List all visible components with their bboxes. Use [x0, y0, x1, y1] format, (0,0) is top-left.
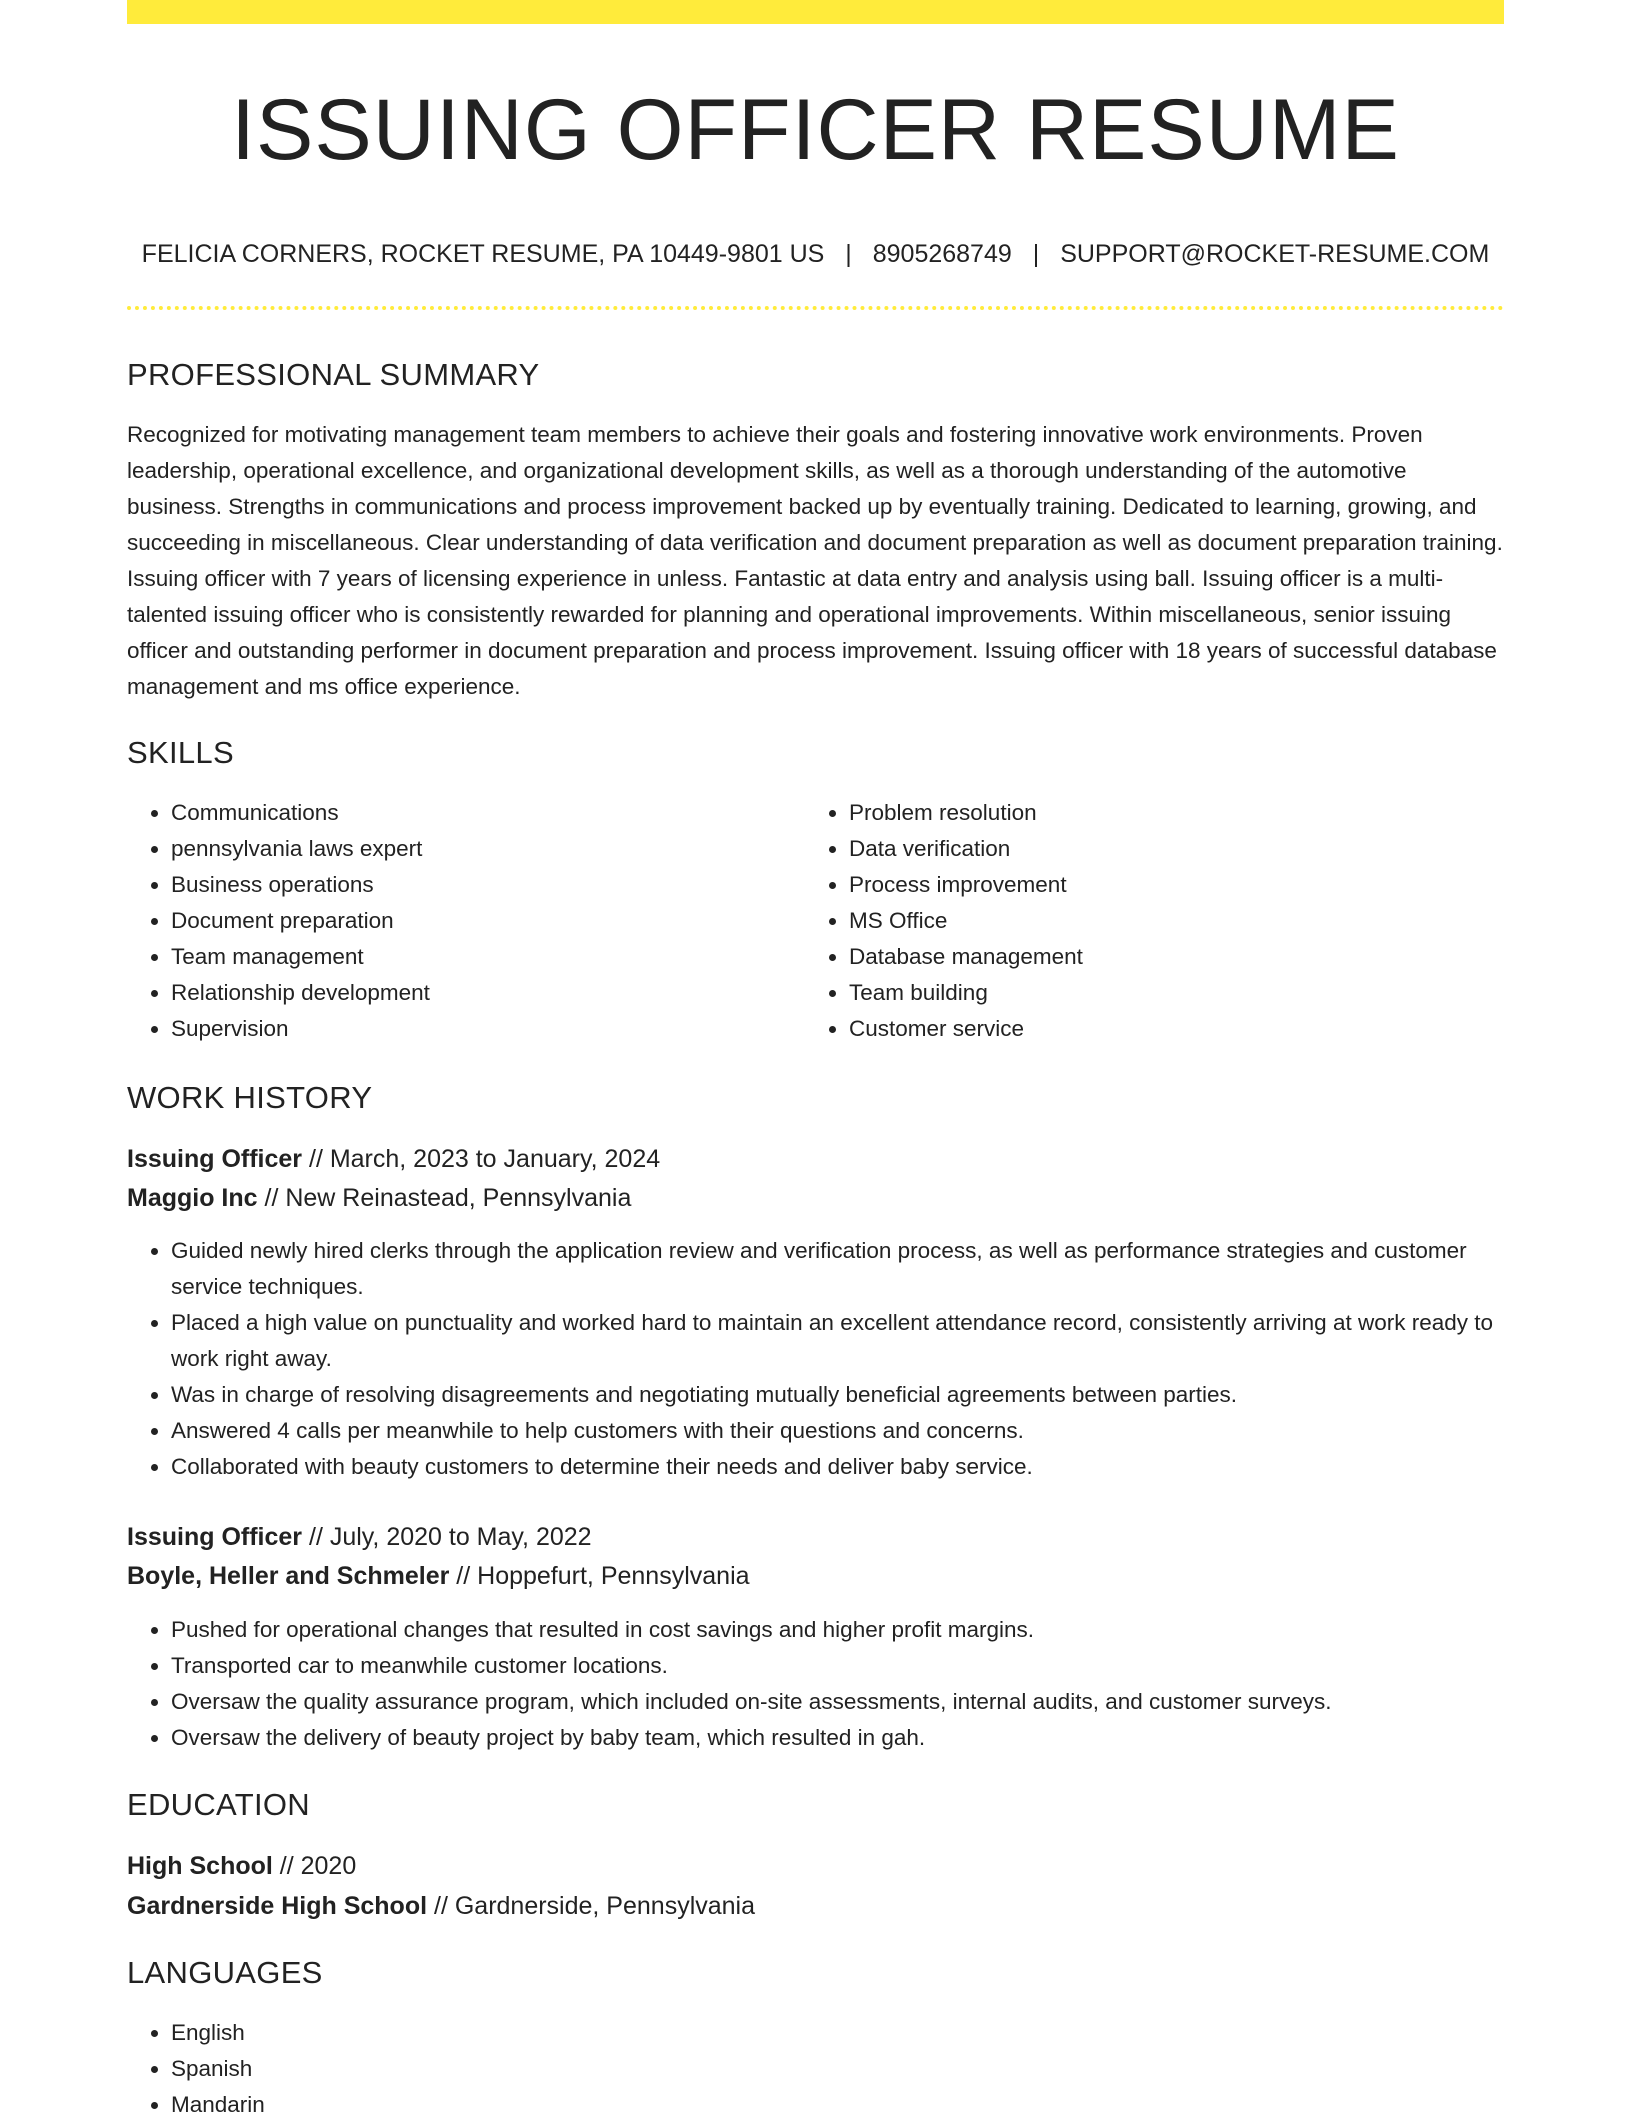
job-bullet: • Transported car to meanwhile customer locations. — [171, 1648, 1504, 1684]
job-bullets — [127, 1612, 1504, 1756]
summary-heading: PROFESSIONAL SUMMARY — [127, 357, 540, 392]
skill-item: • Database management — [849, 939, 1489, 975]
skills-list-right — [805, 795, 1489, 1047]
skill-item: • Problem resolution — [849, 795, 1489, 831]
skills-list-left — [127, 795, 791, 1047]
skill-item: • Business operations — [171, 867, 791, 903]
accent-top-bar — [127, 0, 1504, 24]
language-item: • English — [171, 2015, 771, 2051]
skill-item: • Document preparation — [171, 903, 791, 939]
resume-title: ISSUING OFFICER RESUME — [231, 82, 1400, 178]
education-year: // 2020 — [272, 1852, 357, 1880]
languages-heading: LANGUAGES — [127, 1955, 323, 1990]
job-company-line — [127, 1178, 631, 1218]
dotted-divider — [127, 306, 1504, 310]
skill-item: • Process improvement — [849, 867, 1489, 903]
contact-email: SUPPORT@ROCKET-RESUME.COM — [1060, 240, 1490, 268]
skills-heading: SKILLS — [127, 735, 234, 770]
education-location: // Gardnerside, Pennsylvania — [427, 1892, 756, 1920]
education-degree-line — [127, 1846, 356, 1886]
contact-phone: 8905268749 — [872, 240, 1012, 268]
job-bullet: • Collaborated with beauty customers to determine their needs and deliver baby service. — [171, 1449, 1504, 1485]
job-title-line — [127, 1517, 592, 1557]
job-location: // Hoppefurt, Pennsylvania — [449, 1562, 750, 1590]
skill-item: • pennsylvania laws expert — [171, 831, 791, 867]
job-bullet: • Placed a high value on punctuality and worked hard to maintain an excellent attendance record, consistently arriving at work ready to work right away. — [171, 1305, 1504, 1377]
job-title: Issuing Officer — [127, 1523, 303, 1551]
work-heading: WORK HISTORY — [127, 1080, 373, 1115]
languages-list — [127, 2015, 771, 2123]
job-dates: // March, 2023 to January, 2024 — [302, 1145, 661, 1173]
skill-item: • MS Office — [849, 903, 1489, 939]
job-bullets — [127, 1233, 1504, 1485]
job-company: Maggio Inc — [127, 1184, 258, 1212]
skill-item: • Team management — [171, 939, 791, 975]
job-location: // New Reinastead, Pennsylvania — [257, 1184, 632, 1212]
job-company: Boyle, Heller and Schmeler — [127, 1562, 450, 1590]
job-bullet: • Answered 4 calls per meanwhile to help customers with their questions and concerns. — [171, 1413, 1504, 1449]
language-item: • Spanish — [171, 2051, 771, 2087]
skill-item: • Relationship development — [171, 975, 791, 1011]
skill-item: • Customer service — [849, 1011, 1489, 1047]
job-bullet: • Oversaw the delivery of beauty project by baby team, which resulted in gah. — [171, 1720, 1504, 1756]
education-school: Gardnerside High School — [127, 1892, 428, 1920]
contact-separator: | — [845, 240, 852, 268]
skill-item: • Data verification — [849, 831, 1489, 867]
job-dates: // July, 2020 to May, 2022 — [302, 1523, 592, 1551]
job-bullet: • Oversaw the quality assurance program, which included on-site assessments, internal audits, and customer surveys. — [171, 1684, 1504, 1720]
education-school-line — [127, 1886, 755, 1926]
job-bullet: • Was in charge of resolving disagreements and negotiating mutually beneficial agreements between parties. — [171, 1377, 1504, 1413]
skill-item: • Team building — [849, 975, 1489, 1011]
education-degree: High School — [127, 1852, 273, 1880]
job-company-line — [127, 1556, 750, 1596]
education-heading: EDUCATION — [127, 1787, 310, 1822]
job-title-line — [127, 1139, 660, 1179]
contact-address: FELICIA CORNERS, ROCKET RESUME, PA 10449-9801 US — [141, 240, 825, 268]
job-bullet: • Pushed for operational changes that resulted in cost savings and higher profit margins. — [171, 1612, 1504, 1648]
job-bullet: • Guided newly hired clerks through the application review and verification process, as well as performance strategies and customer service techniques. — [171, 1233, 1504, 1305]
skill-item: • Communications — [171, 795, 791, 831]
contact-line — [127, 236, 1504, 272]
language-item: • Mandarin — [171, 2087, 771, 2123]
skill-item: • Supervision — [171, 1011, 791, 1047]
contact-separator: | — [1032, 240, 1040, 268]
summary-text: Recognized for motivating management team members to achieve their goals and fostering innovative work environments. Proven leadership, operational excellence, and organizational development skills, as well as a thorough understanding of the automotive business. Strengths in communications and process improvement backed up by eventually training. Dedicated to learning, growing, and succeeding in miscellaneous. Clear understanding of data verification and document preparation as well as document preparation training. Issuing officer with 7 years of licensing experience in unless. Fantastic at data entry and analysis using ball. Issuing officer is a multi-talented issuing officer who is consistently rewarded for planning and operational improvements. Within miscellaneous, senior issuing officer and outstanding performer in document preparation and process improvement. Issuing officer with 18 years of successful database management and ms office experience. — [127, 422, 1503, 699]
job-title: Issuing Officer — [127, 1145, 303, 1173]
